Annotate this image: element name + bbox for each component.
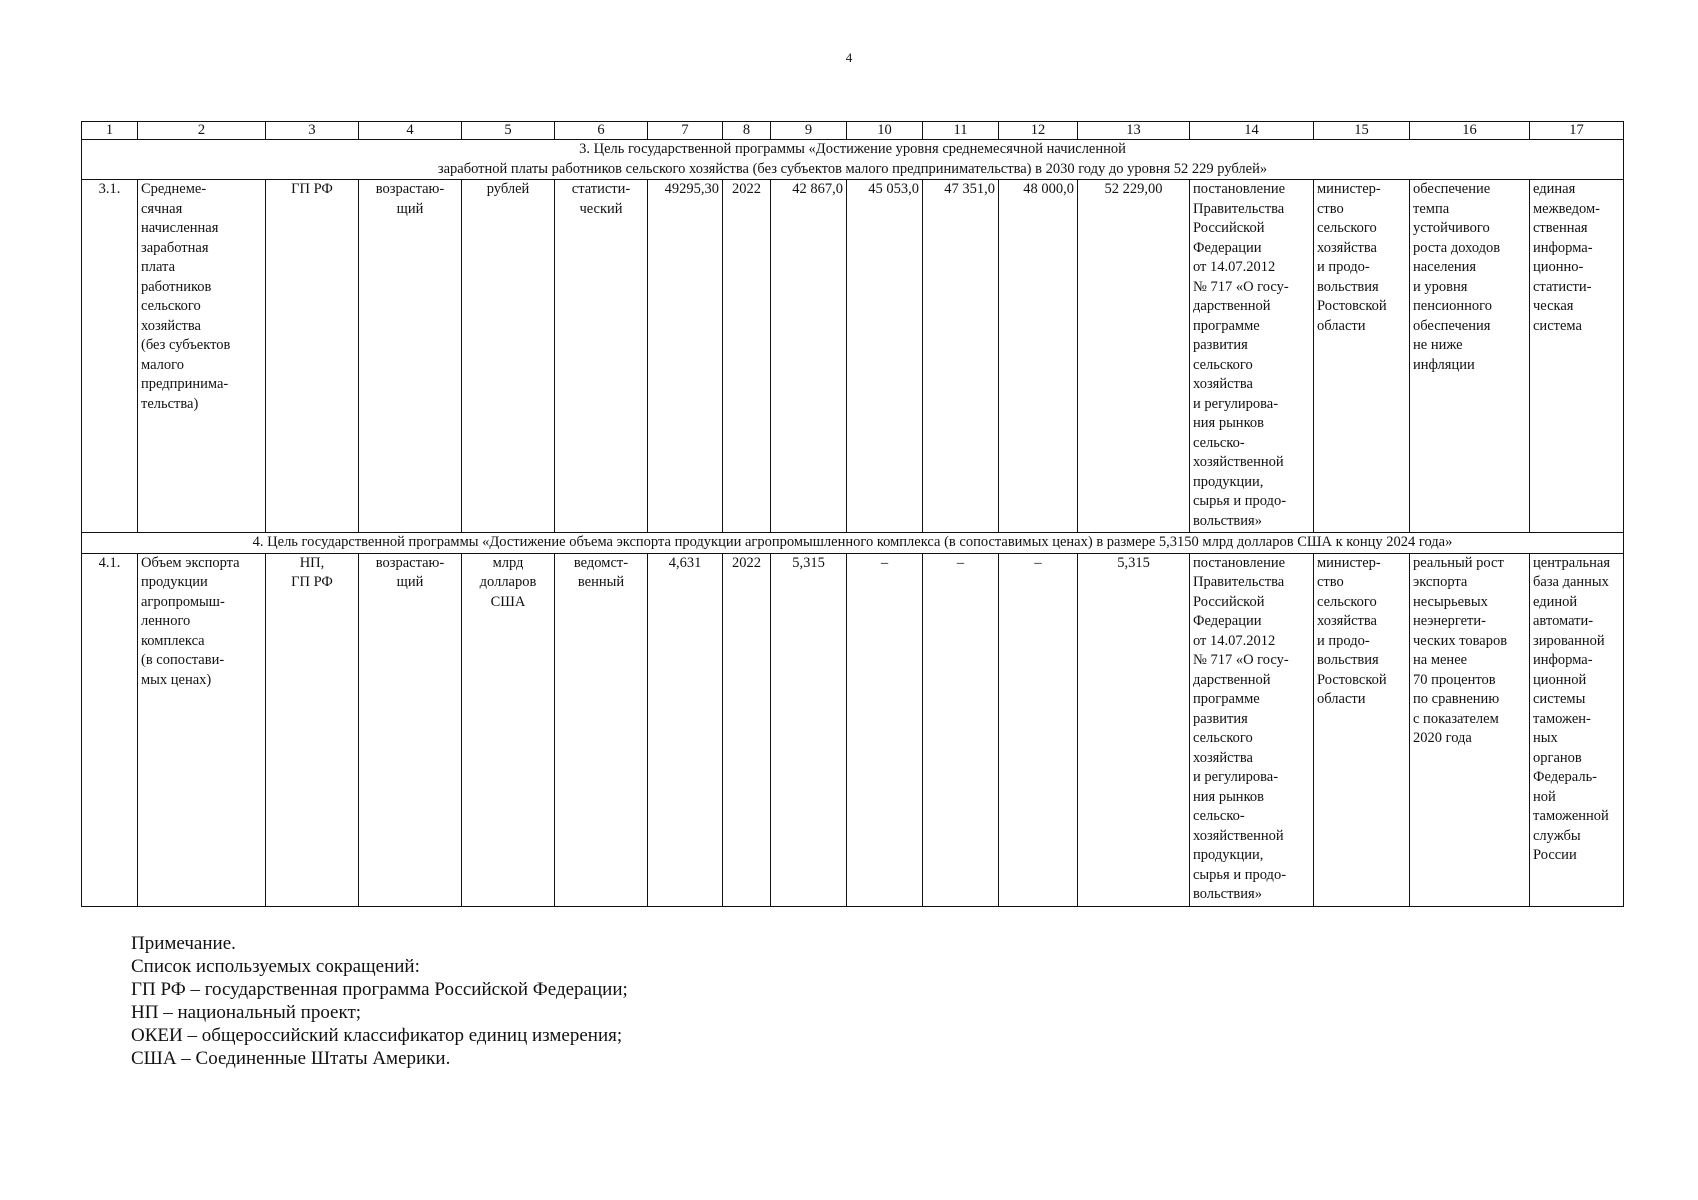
indicator-unit: млрд долларов США bbox=[462, 553, 555, 906]
column-number-row bbox=[82, 122, 1624, 140]
indicator-name: Среднеме- сячная начисленная заработная плата работников сельского хозяйства (без субъектов малого предпринима- тельства) bbox=[138, 180, 266, 533]
goal-4-heading: 4. Цель государственной программы «Достижение объема экспорта продукции агропромышленного комплекса (в сопоставимых ценах) в размере 5,3150 млрд долларов США к концу 2024 года» bbox=[82, 533, 1624, 554]
column-number: 1 bbox=[82, 122, 138, 140]
value-2024: 5,315 bbox=[771, 553, 847, 906]
column-number: 3 bbox=[266, 122, 359, 140]
goal-3-line-2: заработной платы работников сельского хозяйства (без субъектов малого предпринимательства) в 2030 году до уровня 52 229 рублей» bbox=[437, 160, 1268, 177]
national-goal-relation: обеспечение темпа устойчивого роста доходов населения и уровня пенсионного обеспечения не ниже инфляции bbox=[1410, 180, 1530, 533]
column-number: 7 bbox=[648, 122, 723, 140]
page-number: 4 bbox=[845, 50, 853, 65]
column-number: 16 bbox=[1410, 122, 1530, 140]
indicator-type: ведомст- венный bbox=[555, 553, 648, 906]
regulatory-document: постановление Правительства Российской Федерации от 14.07.2012 № 717 «О госу- дарственной программе развития сельского хозяйства и регулирова- ния рынков сельско- хозяйственной продукции, сырья и продо- вольствия» bbox=[1190, 180, 1314, 533]
value-2025: 45 053,0 bbox=[847, 180, 923, 533]
value-2025: – bbox=[847, 553, 923, 906]
goal-3-row bbox=[82, 140, 1624, 180]
column-number: 11 bbox=[923, 122, 999, 140]
base-year: 2022 bbox=[723, 180, 771, 533]
column-number: 2 bbox=[138, 122, 266, 140]
goal-3-line-1: 3. Цель государственной программы «Достижение уровня среднемесячной начисленной bbox=[579, 141, 1126, 157]
column-number: 12 bbox=[999, 122, 1078, 140]
indicator-level: НП, ГП РФ bbox=[266, 553, 359, 906]
column-number: 17 bbox=[1530, 122, 1624, 140]
column-number: 5 bbox=[462, 122, 555, 140]
indicator-number: 4.1. bbox=[82, 553, 138, 906]
column-number: 13 bbox=[1078, 122, 1190, 140]
notes-section bbox=[131, 932, 628, 1070]
indicator-unit: рублей bbox=[462, 180, 555, 533]
goal-4-row bbox=[82, 533, 1624, 554]
value-2030: 5,315 bbox=[1078, 553, 1190, 906]
abbreviations-title: Список используемых сокращений: bbox=[131, 956, 420, 977]
indicator-trend: возрастаю- щий bbox=[359, 180, 462, 533]
abbreviation-item: США – Соединенные Штаты Америки. bbox=[131, 1048, 451, 1069]
indicator-level: ГП РФ bbox=[266, 180, 359, 533]
national-goal-relation: реальный рост экспорта несырьевых неэнергети- ческих товаров на менее 70 процентов по сравнению с показателем 2020 года bbox=[1410, 553, 1530, 906]
abbreviation-item: ОКЕИ – общероссийский классификатор единиц измерения; bbox=[131, 1025, 623, 1046]
indicator-type: статисти- ческий bbox=[555, 180, 648, 533]
value-2026: – bbox=[923, 553, 999, 906]
column-number: 6 bbox=[555, 122, 648, 140]
value-2026: 47 351,0 bbox=[923, 180, 999, 533]
column-number: 10 bbox=[847, 122, 923, 140]
goal-3-heading bbox=[82, 140, 1624, 180]
base-year: 2022 bbox=[723, 553, 771, 906]
responsible-body: министер- ство сельского хозяйства и продо- вольствия Ростовской области bbox=[1314, 180, 1410, 533]
value-2027: – bbox=[999, 553, 1078, 906]
indicator-row-3-1 bbox=[82, 180, 1624, 533]
indicator-number: 3.1. bbox=[82, 180, 138, 533]
indicator-name: Объем экспорта продукции агропромыш- ленного комплекса (в сопостави- мых ценах) bbox=[138, 553, 266, 906]
column-number: 4 bbox=[359, 122, 462, 140]
responsible-body: министер- ство сельского хозяйства и продо- вольствия Ростовской области bbox=[1314, 553, 1410, 906]
column-number: 8 bbox=[723, 122, 771, 140]
value-2030: 52 229,00 bbox=[1078, 180, 1190, 533]
information-system: единая межведом- ственная информа- ционно- статисти- ческая система bbox=[1530, 180, 1624, 533]
column-number: 14 bbox=[1190, 122, 1314, 140]
information-system: центральная база данных единой автомати- зированной информа- ционной системы таможен- ных органов Федераль- ной таможенной службы России bbox=[1530, 553, 1624, 906]
abbreviation-item: ГП РФ – государственная программа Российской Федерации; bbox=[131, 979, 628, 1000]
column-number: 9 bbox=[771, 122, 847, 140]
indicator-row-4-1 bbox=[82, 553, 1624, 906]
indicators-table bbox=[81, 121, 1624, 907]
abbreviation-item: НП – национальный проект; bbox=[131, 1002, 362, 1023]
value-2024: 42 867,0 bbox=[771, 180, 847, 533]
value-2027: 48 000,0 bbox=[999, 180, 1078, 533]
notes-title: Примечание. bbox=[131, 933, 236, 954]
base-value: 49295,30 bbox=[648, 180, 723, 533]
regulatory-document: постановление Правительства Российской Федерации от 14.07.2012 № 717 «О госу- дарственной программе развития сельского хозяйства и регулирова- ния рынков сельско- хозяйственной продукции, сырья и продо- вольствия» bbox=[1190, 553, 1314, 906]
indicator-trend: возрастаю- щий bbox=[359, 553, 462, 906]
base-value: 4,631 bbox=[648, 553, 723, 906]
column-number: 15 bbox=[1314, 122, 1410, 140]
